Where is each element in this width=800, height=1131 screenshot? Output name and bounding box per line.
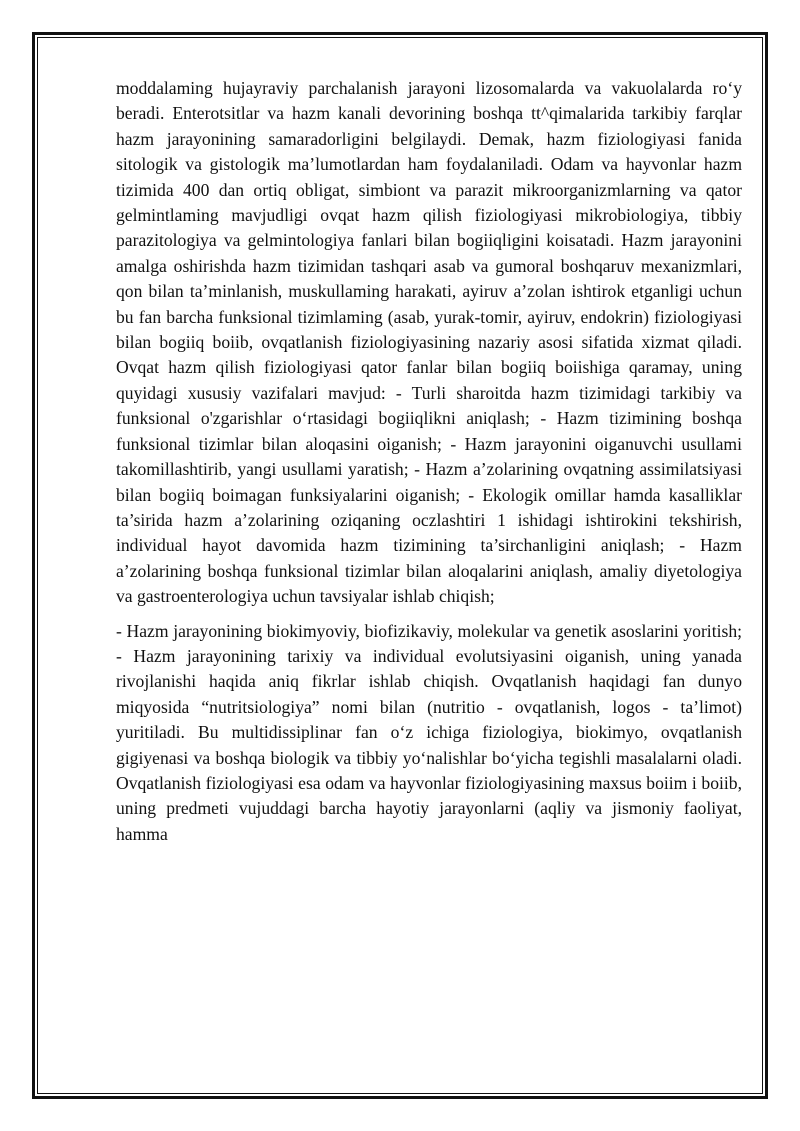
paragraph-2: - Hazm jarayonining biokimyoviy, biofizikaviy, molekular va genetik asoslarini yoritish; - Hazm jarayonining tarixiy va individual evolutsiyasini oiganish, uning yanada rivojlanishi haqida aniq fikrlar ishlab chiqish. Ovqatlanish haqidagi fan dunyo miqyosida “nutritsiologiya” nomi bilan (nutritio - ovqatlanish, logos - ta’limot) yuritiladi. Bu multidissiplinar fan o‘z ichiga fiziologiya, biokimyo, ovqatlanish gigiyenasi va boshqa biologik va tibbiy yo‘nalishlar bo‘yicha tegishli masalalarni oladi. Ovqatlanish fiziologiyasi esa odam va hayvonlar fiziologiyasining maxsus boiim i boiib, uning predmeti vujuddagi barcha hayotiy jarayonlarni (aqliy va jismoniy faoliyat, hamma xyxy=(116,620,742,844)
document-body xyxy=(116,76,742,847)
paragraph-1: moddalaming hujayraviy parchalanish jarayoni lizosomalarda va vakuolalarda ro‘y beradi. Enterotsitlar va hazm kanali devorining boshqa tt^qimalarida tarkibiy farqlar hazm jarayonining samaradorligini belgilaydi. Demak, hazm fiziologiyasi fanida sitologik va gistologik ma’lumotlardan ham foydalaniladi. Odam va hayvonlar hazm tizimida 400 dan ortiq obligat, simbiont va parazit mikroorganizmlarning va qator gelmintlaming mavjudligi ovqat hazm qilish fiziologiyasi mikrobiologiya, tibbiy parazitologiya va gelmintologiya fanlari bilan bogiiqligini koisatadi. Hazm jarayonini amalga oshirishda hazm tizimidan tashqari asab va gumoral boshqaruv mexanizmlari, qon bilan ta’minlanish, muskullaming harakati, ayiruv a’zolan ishtirok etganligi uchun bu fan barcha funksional tizimlaming (asab, yurak-tomir, ayiruv, endokrin) fiziologiyasi bilan bogiiq boiib, ovqatlanish fiziologiyasining nazariy asosi sifatida xizmat qiladi. Ovqat hazm qilish fiziologiyasi qator fanlar bilan bogiiq boiishiga qaramay, uning quyidagi xususiy vazifalari mavjud: - Turli sharoitda hazm tizimidagi tarkibiy va funksional o'zgarishlar o‘rtasidagi bogiiqlikni aniqlash; - Hazm tizimining boshqa funksional tizimlar bilan aloqasini oiganish; - Hazm jarayonini oiganuvchi usullami takomillashtirib, yangi usullami yaratish; - Hazm a’zolarining ovqatning assimilatsiyasi bilan bogiiq boimagan funksiyalarini oiganish; - Ekologik omillar hamda kasalliklar ta’sirida hazm a’zolarining oziqaning oczlashtiri 1 ishidagi ishtirokini tekshirish, individual hayot davomida hazm tizimining ta’sirchanligini aniqlash; - Hazm a’zolarining boshqa funksional tizimlar bilan aloqalarini aniqlash, amaliy diyetologiya va gastroenterologiya uchun tavsiyalar ishlab chiqish; xyxy=(116,78,742,607)
